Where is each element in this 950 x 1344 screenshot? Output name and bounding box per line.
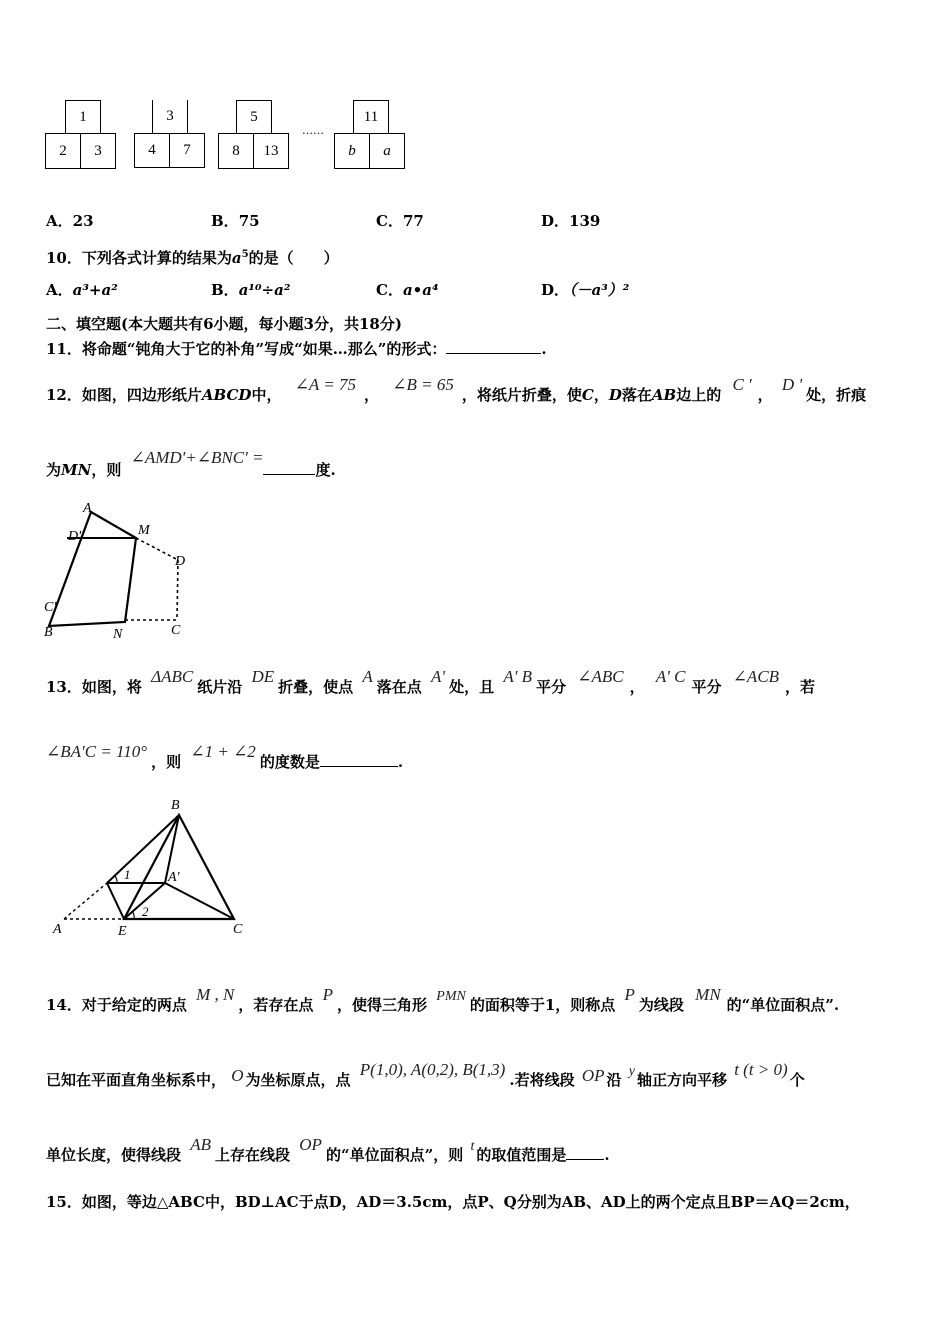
seq-right-box: a <box>369 133 405 169</box>
angle-2-arc <box>132 911 134 919</box>
seq-left-box: b <box>334 133 370 169</box>
answer-blank[interactable] <box>566 1145 604 1160</box>
seq-left-box: 2 <box>45 133 81 169</box>
label-b: B <box>171 798 180 813</box>
seq-top-box: 3 <box>152 100 188 134</box>
figure-triangle-fold <box>44 795 259 945</box>
label-m: M <box>138 523 150 538</box>
q10-stem: 10．下列各式计算的结果为$a^5$的是（ ） <box>46 249 339 267</box>
fold-de <box>107 883 124 919</box>
q14-line3: 单位长度，使得线段 AB上存在线段 OP的“单位面积点”，则 t 的取值范围是 . <box>46 1135 610 1164</box>
q13-line1: 13．如图，将 ΔABC纸片沿 DE折叠，使点 A落在点 A'处，且 A' B平分 ∠ABC， A' C平分 ∠ACB，若 <box>46 667 816 696</box>
section-title: 二、填空题(本大题共有6小题，每小题3分，共18分) <box>46 315 402 333</box>
seq-ellipsis: …… <box>302 124 324 137</box>
q10-option-c: C．a•a⁴ <box>376 281 439 299</box>
label-c: C <box>171 623 181 638</box>
q9-option-b: B．75 <box>211 212 260 230</box>
seq-top-box: 11 <box>353 100 389 134</box>
angle-1-arc <box>114 875 117 883</box>
q10-option-b: B．a¹⁰÷a² <box>211 281 291 299</box>
label-angle-2: 2 <box>142 904 149 919</box>
dashed-dc <box>177 560 178 620</box>
label-d: D <box>175 554 186 569</box>
q9-option-a: A．23 <box>46 212 94 230</box>
label-n: N <box>113 627 123 642</box>
quad-shape <box>49 512 136 626</box>
seq-top-box: 5 <box>236 100 272 134</box>
label-b: B <box>44 625 53 640</box>
q14-line2: 已知在平面直角坐标系中， O 为坐标原点，点 P(1,0), A(0,2), B(1,3).若将线段 OP 沿 y 轴正方向平移 t (t > 0)个 <box>46 1060 805 1089</box>
q9-option-c: C．77 <box>376 212 424 230</box>
label-a: A <box>83 501 92 516</box>
q13-line2: ∠BA′C = 110°，则 ∠1 + ∠2的度数是 . <box>46 742 404 771</box>
seq-right-box: 13 <box>253 133 289 169</box>
answer-blank[interactable] <box>320 752 398 767</box>
answer-blank[interactable] <box>446 339 541 354</box>
q14-line1: 14．对于给定的两点 M , N，若存在点 P，使得三角形 PMN 的面积等于1，则称点 P为线段 MN的“单位面积点”. <box>46 985 840 1014</box>
label-dp: D' <box>68 529 82 544</box>
label-angle-1: 1 <box>124 867 131 882</box>
q11: 11．将命题“钝角大于它的补角”写成“如果…那么”的形式： . <box>46 340 547 358</box>
label-a: A <box>53 922 62 937</box>
seq-left-box: 8 <box>218 133 254 169</box>
q15: 15．如图，等边△ABC中，BD⊥AC于点D，AD＝3.5cm，点P、Q分别为AB、AD上的两个定点且BP＝AQ＝2cm， <box>46 1193 860 1211</box>
q10-option-a: A．a³+a² <box>46 281 118 299</box>
q12-line1: 12．如图，四边形纸片ABCD中， ∠A = 75， ∠B = 65，将纸片折叠，使C，D落在AB边上的 C '， D '处，折痕 <box>46 375 867 404</box>
figure-quadrilateral <box>40 498 200 643</box>
label-cp: C' <box>44 600 57 615</box>
answer-blank[interactable] <box>263 460 315 475</box>
dashed-md <box>136 538 178 560</box>
seq-right-box: 7 <box>169 133 205 168</box>
label-ap: A' <box>168 870 180 885</box>
q9-option-d: D．139 <box>541 212 601 230</box>
label-e: E <box>118 924 127 939</box>
seq-top-box: 1 <box>65 100 101 134</box>
q12-line2: 为MN，则 ∠AMD'+∠BNC' =度. <box>46 448 336 479</box>
seq-left-box: 4 <box>134 133 170 168</box>
seq-right-box: 3 <box>80 133 116 169</box>
q10-option-d: D．（－a³）² <box>541 281 630 299</box>
dashed-ad <box>64 883 107 919</box>
label-c: C <box>233 922 243 937</box>
